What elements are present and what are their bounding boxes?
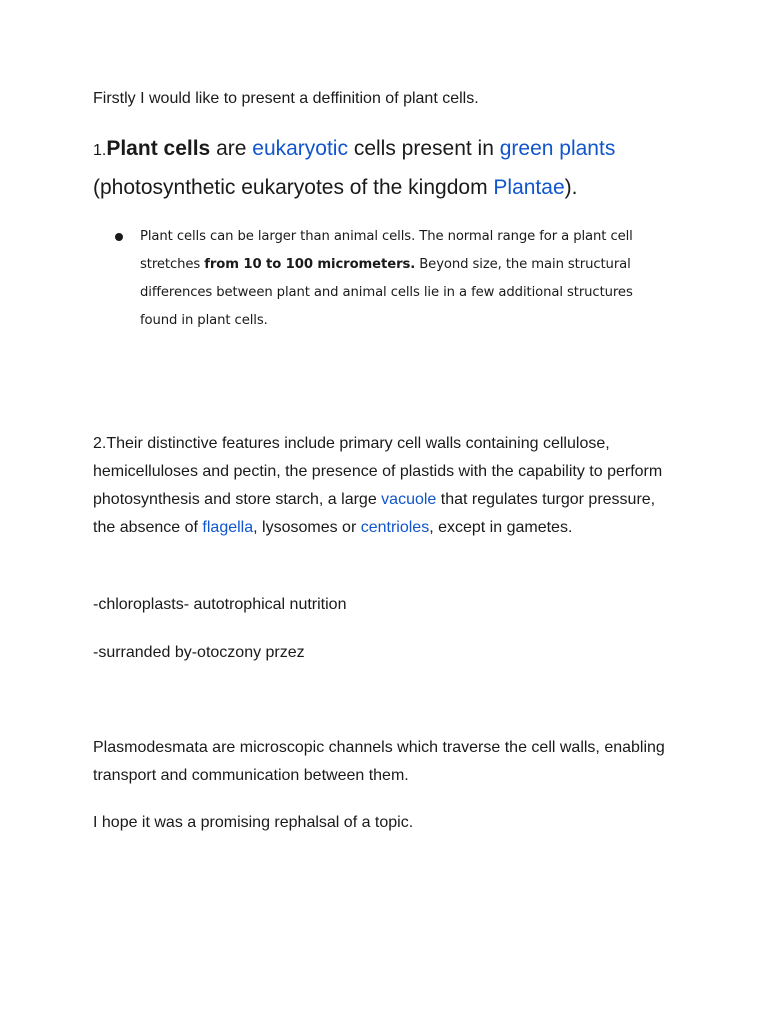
closing-line: I hope it was a promising rephalsal of a topic.: [93, 814, 414, 831]
bullet-text: [140, 223, 668, 335]
definition-text-1: are: [210, 137, 253, 160]
vacuole-link[interactable]: vacuole: [381, 491, 437, 508]
features-text-2: that regulates turgor pressure, the absence of: [93, 491, 656, 536]
definition-number: 1.: [93, 142, 107, 159]
plasmodesmata-paragraph: Plasmodesmata are microscopic channels which traverse the cell walls, enabling transport and communication between them.: [93, 739, 665, 784]
definition-paragraph: [93, 130, 713, 206]
green-plants-link[interactable]: green plants: [499, 137, 616, 160]
intro-paragraph: Firstly I would like to present a deffinition of plant cells.: [93, 90, 479, 107]
chloroplasts-line: -chloroplasts- autotrophical nutrition: [93, 596, 347, 613]
bullet-text-1: Plant cells can be larger than animal cells. The normal range for a plant cell stretches: [140, 229, 633, 272]
bullet-dot-icon: [115, 233, 123, 241]
features-text-1: 2.Their distinctive features include primary cell walls containing cellulose, hemicelluloses and pectin, the presence of plastids with the capability to perform photosynthesis and store starch, a large: [93, 435, 663, 508]
centrioles-link[interactable]: centrioles: [360, 519, 430, 536]
surrounded-line: -surranded by-otoczony przez: [93, 644, 305, 661]
definition-text-2: cells present in: [347, 137, 500, 160]
eukaryotic-link[interactable]: eukaryotic: [252, 137, 348, 160]
flagella-link[interactable]: flagella: [202, 519, 254, 536]
features-text-3: , lysosomes or: [253, 519, 361, 536]
definition-text-4: ).: [564, 176, 578, 199]
bullet-size-range: from 10 to 100 micrometers.: [204, 257, 416, 272]
features-text-4: , except in gametes.: [429, 519, 573, 536]
features-paragraph: [93, 430, 678, 542]
definition-text-3: (photosynthetic eukaryotes of the kingdom: [93, 176, 494, 199]
bullet-text-2: Beyond size, the main structural differences between plant and animal cells lie in a few additional structures found in plant cells.: [140, 257, 633, 328]
definition-term: Plant cells: [106, 137, 211, 160]
plantae-link[interactable]: Plantae: [493, 176, 565, 199]
